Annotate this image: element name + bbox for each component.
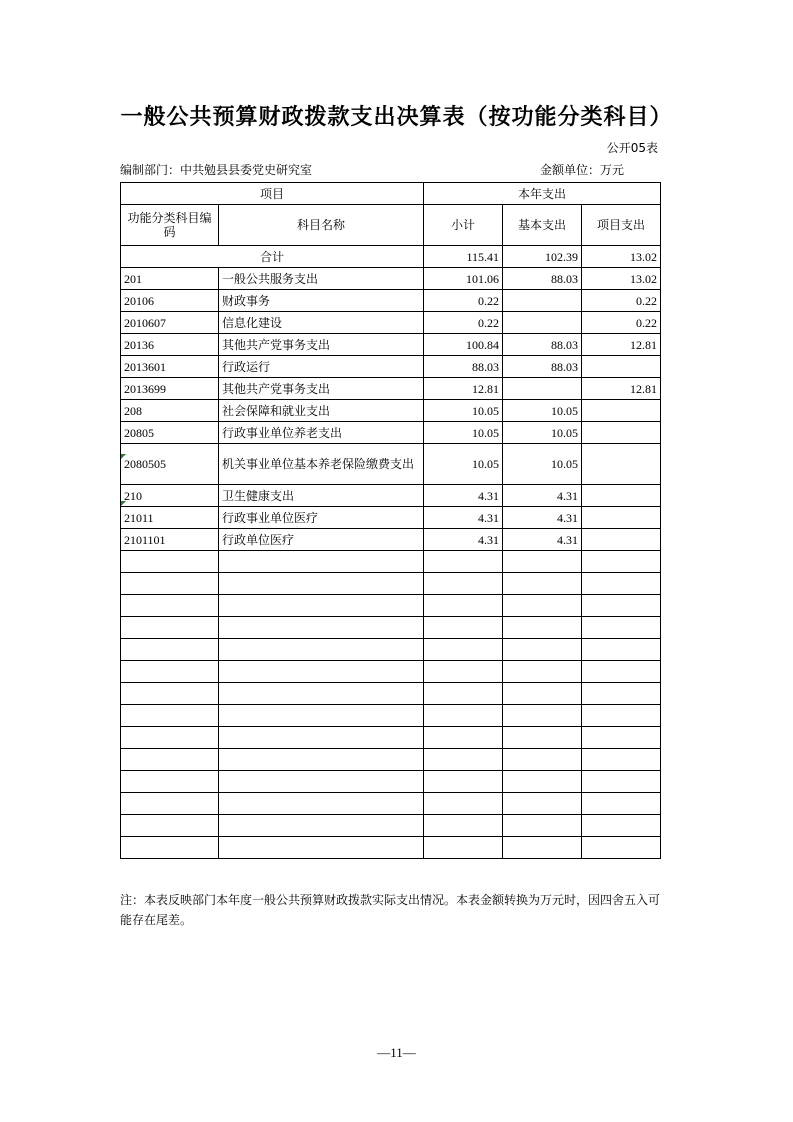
row-project: 13.02 [582, 268, 661, 290]
empty-cell [503, 727, 582, 749]
budget-table [120, 182, 661, 859]
empty-cell [121, 727, 219, 749]
row-name: 其他共产党事务支出 [219, 378, 424, 400]
row-code: 2013601 [121, 356, 219, 378]
row-project [582, 485, 661, 507]
empty-cell [582, 661, 661, 683]
row-basic [503, 378, 582, 400]
empty-cell [503, 815, 582, 837]
row-project [582, 529, 661, 551]
row-project [582, 422, 661, 444]
header-row-1 [121, 183, 661, 205]
row-name: 行政运行 [219, 356, 424, 378]
empty-cell [503, 683, 582, 705]
header-name: 科目名称 [219, 205, 424, 246]
empty-cell [219, 705, 424, 727]
row-code: 20106 [121, 290, 219, 312]
empty-cell [121, 639, 219, 661]
empty-row [121, 705, 661, 727]
empty-cell [424, 683, 503, 705]
row-basic: 10.05 [503, 422, 582, 444]
table-row [121, 312, 661, 334]
table-row [121, 507, 661, 529]
header-row-2 [121, 205, 661, 246]
row-subtotal: 10.05 [424, 422, 503, 444]
row-project: 12.81 [582, 334, 661, 356]
row-code: 20136 [121, 334, 219, 356]
empty-cell [582, 815, 661, 837]
table-row [121, 290, 661, 312]
empty-cell [582, 595, 661, 617]
table-row [121, 485, 661, 507]
empty-cell [121, 595, 219, 617]
header-subtotal: 小计 [424, 205, 503, 246]
empty-cell [424, 551, 503, 573]
total-label: 合计 [121, 246, 424, 268]
table-row [121, 444, 661, 485]
table-row [121, 334, 661, 356]
empty-cell [219, 573, 424, 595]
row-code: 210 [121, 485, 219, 507]
row-project [582, 507, 661, 529]
page-number: —11— [377, 1045, 416, 1060]
empty-cell [121, 749, 219, 771]
table-row [121, 529, 661, 551]
empty-cell [121, 771, 219, 793]
empty-cell [503, 661, 582, 683]
total-project: 13.02 [582, 246, 661, 268]
row-code: 2010607 [121, 312, 219, 334]
row-subtotal: 88.03 [424, 356, 503, 378]
total-subtotal: 115.41 [424, 246, 503, 268]
row-code: 201 [121, 268, 219, 290]
empty-cell [424, 661, 503, 683]
row-basic: 4.31 [503, 507, 582, 529]
page-title: 一般公共预算财政拨款支出决算表（按功能分类科目） [120, 105, 673, 130]
total-basic: 102.39 [503, 246, 582, 268]
empty-cell [121, 617, 219, 639]
row-subtotal: 4.31 [424, 507, 503, 529]
row-basic: 4.31 [503, 529, 582, 551]
empty-cell [503, 617, 582, 639]
row-subtotal: 10.05 [424, 444, 503, 485]
empty-row [121, 661, 661, 683]
empty-cell [582, 837, 661, 859]
cell-marker [121, 454, 126, 459]
row-subtotal: 4.31 [424, 485, 503, 507]
row-name: 卫生健康支出 [219, 485, 424, 507]
empty-row [121, 793, 661, 815]
row-name: 社会保障和就业支出 [219, 400, 424, 422]
empty-cell [503, 749, 582, 771]
empty-cell [582, 749, 661, 771]
empty-row [121, 551, 661, 573]
empty-cell [503, 573, 582, 595]
table-row [121, 400, 661, 422]
row-project [582, 356, 661, 378]
empty-cell [121, 705, 219, 727]
row-code: 2080505 [121, 444, 219, 485]
row-project [582, 444, 661, 485]
empty-row [121, 573, 661, 595]
row-name: 一般公共服务支出 [219, 268, 424, 290]
header-item: 项目 [121, 183, 424, 205]
empty-cell [424, 771, 503, 793]
table-row [121, 422, 661, 444]
empty-row [121, 749, 661, 771]
row-code: 208 [121, 400, 219, 422]
empty-cell [582, 617, 661, 639]
footnote: 注：本表反映部门本年度一般公共预算财政拨款实际支出情况。本表金额转换为万元时，因四舍五入可能存在尾差。 [120, 893, 661, 927]
empty-row [121, 815, 661, 837]
empty-row [121, 727, 661, 749]
empty-row [121, 771, 661, 793]
empty-cell [582, 771, 661, 793]
row-project: 0.22 [582, 312, 661, 334]
empty-row [121, 837, 661, 859]
row-subtotal: 0.22 [424, 290, 503, 312]
row-subtotal: 4.31 [424, 529, 503, 551]
row-subtotal: 0.22 [424, 312, 503, 334]
row-subtotal: 101.06 [424, 268, 503, 290]
empty-cell [424, 749, 503, 771]
empty-cell [424, 573, 503, 595]
row-name: 其他共产党事务支出 [219, 334, 424, 356]
empty-cell [424, 617, 503, 639]
unit-label: 金额单位：万元 [540, 163, 625, 177]
empty-cell [219, 683, 424, 705]
row-code: 2101101 [121, 529, 219, 551]
empty-cell [582, 727, 661, 749]
empty-cell [219, 793, 424, 815]
header-project: 项目支出 [582, 205, 661, 246]
row-name: 信息化建设 [219, 312, 424, 334]
empty-cell [503, 639, 582, 661]
empty-cell [424, 639, 503, 661]
row-code: 21011 [121, 507, 219, 529]
empty-cell [582, 705, 661, 727]
empty-cell [121, 683, 219, 705]
row-project: 0.22 [582, 290, 661, 312]
empty-cell [219, 837, 424, 859]
empty-cell [219, 639, 424, 661]
row-project [582, 400, 661, 422]
empty-row [121, 595, 661, 617]
empty-cell [582, 551, 661, 573]
empty-cell [121, 815, 219, 837]
empty-cell [219, 595, 424, 617]
row-code: 2013699 [121, 378, 219, 400]
empty-cell [424, 595, 503, 617]
empty-cell [424, 815, 503, 837]
empty-cell [503, 705, 582, 727]
row-basic: 88.03 [503, 334, 582, 356]
row-basic: 4.31 [503, 485, 582, 507]
empty-cell [424, 705, 503, 727]
empty-cell [503, 551, 582, 573]
row-basic: 88.03 [503, 356, 582, 378]
row-basic [503, 290, 582, 312]
table-row [121, 268, 661, 290]
empty-cell [121, 661, 219, 683]
empty-cell [503, 837, 582, 859]
empty-cell [219, 815, 424, 837]
empty-cell [219, 727, 424, 749]
row-subtotal: 10.05 [424, 400, 503, 422]
row-subtotal: 100.84 [424, 334, 503, 356]
empty-cell [219, 771, 424, 793]
empty-row [121, 639, 661, 661]
row-project: 12.81 [582, 378, 661, 400]
empty-row [121, 683, 661, 705]
header-basic: 基本支出 [503, 205, 582, 246]
empty-cell [121, 793, 219, 815]
header-code: 功能分类科目编码 [121, 205, 219, 246]
empty-cell [219, 661, 424, 683]
row-name: 机关事业单位基本养老保险缴费支出 [219, 444, 424, 485]
empty-cell [503, 771, 582, 793]
empty-cell [219, 551, 424, 573]
empty-cell [219, 617, 424, 639]
table-row [121, 378, 661, 400]
empty-cell [582, 793, 661, 815]
empty-cell [582, 639, 661, 661]
empty-cell [121, 837, 219, 859]
empty-cell [503, 793, 582, 815]
empty-cell [121, 573, 219, 595]
empty-row [121, 617, 661, 639]
empty-cell [582, 683, 661, 705]
row-name: 行政事业单位医疗 [219, 507, 424, 529]
department-label: 编制部门：中共勉县县委党史研究室 [120, 163, 313, 177]
row-basic: 88.03 [503, 268, 582, 290]
row-name: 财政事务 [219, 290, 424, 312]
row-name: 行政单位医疗 [219, 529, 424, 551]
row-basic: 10.05 [503, 400, 582, 422]
empty-cell [121, 551, 219, 573]
empty-cell [424, 727, 503, 749]
empty-cell [424, 793, 503, 815]
header-current-year: 本年支出 [424, 183, 661, 205]
cell-marker [121, 501, 126, 506]
row-name: 行政事业单位养老支出 [219, 422, 424, 444]
total-row [121, 246, 661, 268]
empty-cell [503, 595, 582, 617]
row-code: 20805 [121, 422, 219, 444]
empty-cell [424, 837, 503, 859]
empty-cell [219, 749, 424, 771]
row-basic: 10.05 [503, 444, 582, 485]
empty-cell [582, 573, 661, 595]
form-code: 公开05表 [606, 141, 658, 155]
row-subtotal: 12.81 [424, 378, 503, 400]
row-basic [503, 312, 582, 334]
table-row [121, 356, 661, 378]
